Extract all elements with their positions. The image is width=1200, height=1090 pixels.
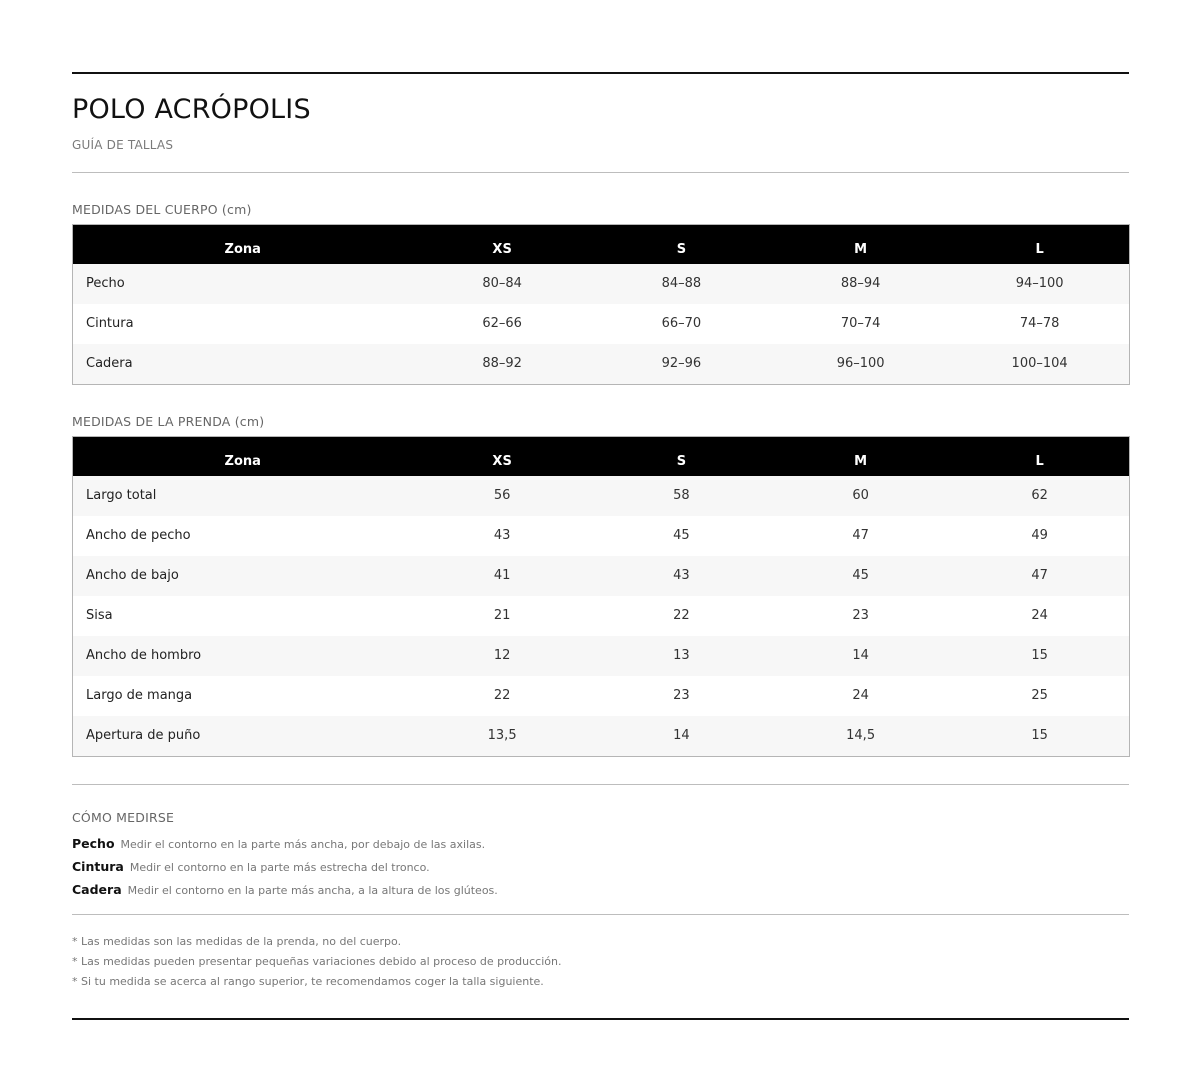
cell-xs: 13,5	[413, 716, 592, 757]
measure-description: Medir el contorno en la parte más ancha, por debajo de las axilas.	[120, 838, 486, 851]
cell-l: 25	[950, 676, 1129, 716]
cell-s: 14	[592, 716, 771, 757]
cell-s: 13	[592, 636, 771, 676]
cell-m: 14,5	[771, 716, 950, 757]
cell-l: 49	[950, 516, 1129, 556]
footnote: * Las medidas pueden presentar pequeñas variaciones debido al proceso de producción.	[72, 955, 562, 968]
cell-s: 84–88	[592, 264, 771, 304]
column-header-zone: Zona	[73, 437, 413, 476]
column-header-m: M	[771, 437, 950, 476]
column-header-s: S	[592, 225, 771, 264]
table-row	[73, 264, 1130, 304]
list-item	[72, 879, 498, 902]
column-header-m: M	[771, 225, 950, 264]
cell-l: 62	[950, 476, 1129, 516]
cell-xs: 88–92	[413, 344, 592, 385]
table-row	[73, 516, 1130, 556]
header-divider	[72, 172, 1129, 173]
cell-xs: 62–66	[413, 304, 592, 344]
cell-s: 22	[592, 596, 771, 636]
cell-l: 74–78	[950, 304, 1129, 344]
list-item	[72, 856, 498, 879]
cell-s: 58	[592, 476, 771, 516]
cell-m: 60	[771, 476, 950, 516]
column-header-xs: XS	[413, 437, 592, 476]
table-row	[73, 304, 1130, 344]
measure-description: Medir el contorno en la parte más ancha, a la altura de los glúteos.	[127, 884, 498, 897]
body-measurements-label: MEDIDAS DEL CUERPO (cm)	[72, 202, 252, 217]
table-row	[73, 676, 1130, 716]
section-divider	[72, 784, 1129, 785]
row-zone: Largo de manga	[73, 676, 413, 716]
footnotes	[72, 932, 561, 992]
cell-xs: 12	[413, 636, 592, 676]
table-row	[73, 556, 1130, 596]
notes-divider	[72, 914, 1129, 915]
table-row	[73, 596, 1130, 636]
column-header-xs: XS	[413, 225, 592, 264]
top-rule	[72, 72, 1129, 74]
row-zone: Ancho de bajo	[73, 556, 413, 596]
measure-term: Cadera	[72, 882, 122, 897]
table-row	[73, 716, 1130, 757]
row-zone: Largo total	[73, 476, 413, 516]
table-row	[73, 476, 1130, 516]
measure-term: Pecho	[72, 836, 115, 851]
footnote: * Si tu medida se acerca al rango superior, te recomendamos coger la talla siguiente.	[72, 975, 544, 988]
cell-s: 92–96	[592, 344, 771, 385]
cell-xs: 80–84	[413, 264, 592, 304]
cell-m: 23	[771, 596, 950, 636]
cell-xs: 43	[413, 516, 592, 556]
cell-s: 23	[592, 676, 771, 716]
row-zone: Sisa	[73, 596, 413, 636]
garment-measurements-label: MEDIDAS DE LA PRENDA (cm)	[72, 414, 265, 429]
garment-measurements-table	[72, 436, 1130, 757]
cell-l: 15	[950, 636, 1129, 676]
body-measurements-table	[72, 224, 1130, 385]
cell-m: 24	[771, 676, 950, 716]
measure-description: Medir el contorno en la parte más estrecha del tronco.	[129, 861, 430, 874]
column-header-l: L	[950, 437, 1129, 476]
cell-s: 66–70	[592, 304, 771, 344]
cell-s: 43	[592, 556, 771, 596]
table-header-row	[73, 437, 1130, 476]
cell-m: 88–94	[771, 264, 950, 304]
measure-term: Cintura	[72, 859, 124, 874]
cell-m: 47	[771, 516, 950, 556]
cell-xs: 41	[413, 556, 592, 596]
cell-s: 45	[592, 516, 771, 556]
column-header-s: S	[592, 437, 771, 476]
cell-l: 15	[950, 716, 1129, 757]
how-to-measure-label: CÓMO MEDIRSE	[72, 810, 175, 825]
page-subtitle: GUÍA DE TALLAS	[72, 138, 174, 152]
cell-m: 14	[771, 636, 950, 676]
row-zone: Pecho	[73, 264, 413, 304]
cell-m: 96–100	[771, 344, 950, 385]
row-zone: Ancho de pecho	[73, 516, 413, 556]
cell-xs: 22	[413, 676, 592, 716]
cell-l: 94–100	[950, 264, 1129, 304]
table-row	[73, 344, 1130, 385]
row-zone: Ancho de hombro	[73, 636, 413, 676]
cell-l: 24	[950, 596, 1129, 636]
table-row	[73, 636, 1130, 676]
list-item	[72, 833, 498, 856]
row-zone: Apertura de puño	[73, 716, 413, 757]
column-header-l: L	[950, 225, 1129, 264]
page-title: POLO ACRÓPOLIS	[72, 94, 311, 125]
table-header-row	[73, 225, 1130, 264]
how-to-measure-list	[72, 833, 498, 902]
cell-m: 70–74	[771, 304, 950, 344]
footnote: * Las medidas son las medidas de la prenda, no del cuerpo.	[72, 935, 402, 948]
cell-xs: 21	[413, 596, 592, 636]
cell-l: 100–104	[950, 344, 1129, 385]
row-zone: Cadera	[73, 344, 413, 385]
cell-m: 45	[771, 556, 950, 596]
bottom-rule	[72, 1018, 1129, 1020]
column-header-zone: Zona	[73, 225, 413, 264]
row-zone: Cintura	[73, 304, 413, 344]
cell-xs: 56	[413, 476, 592, 516]
cell-l: 47	[950, 556, 1129, 596]
